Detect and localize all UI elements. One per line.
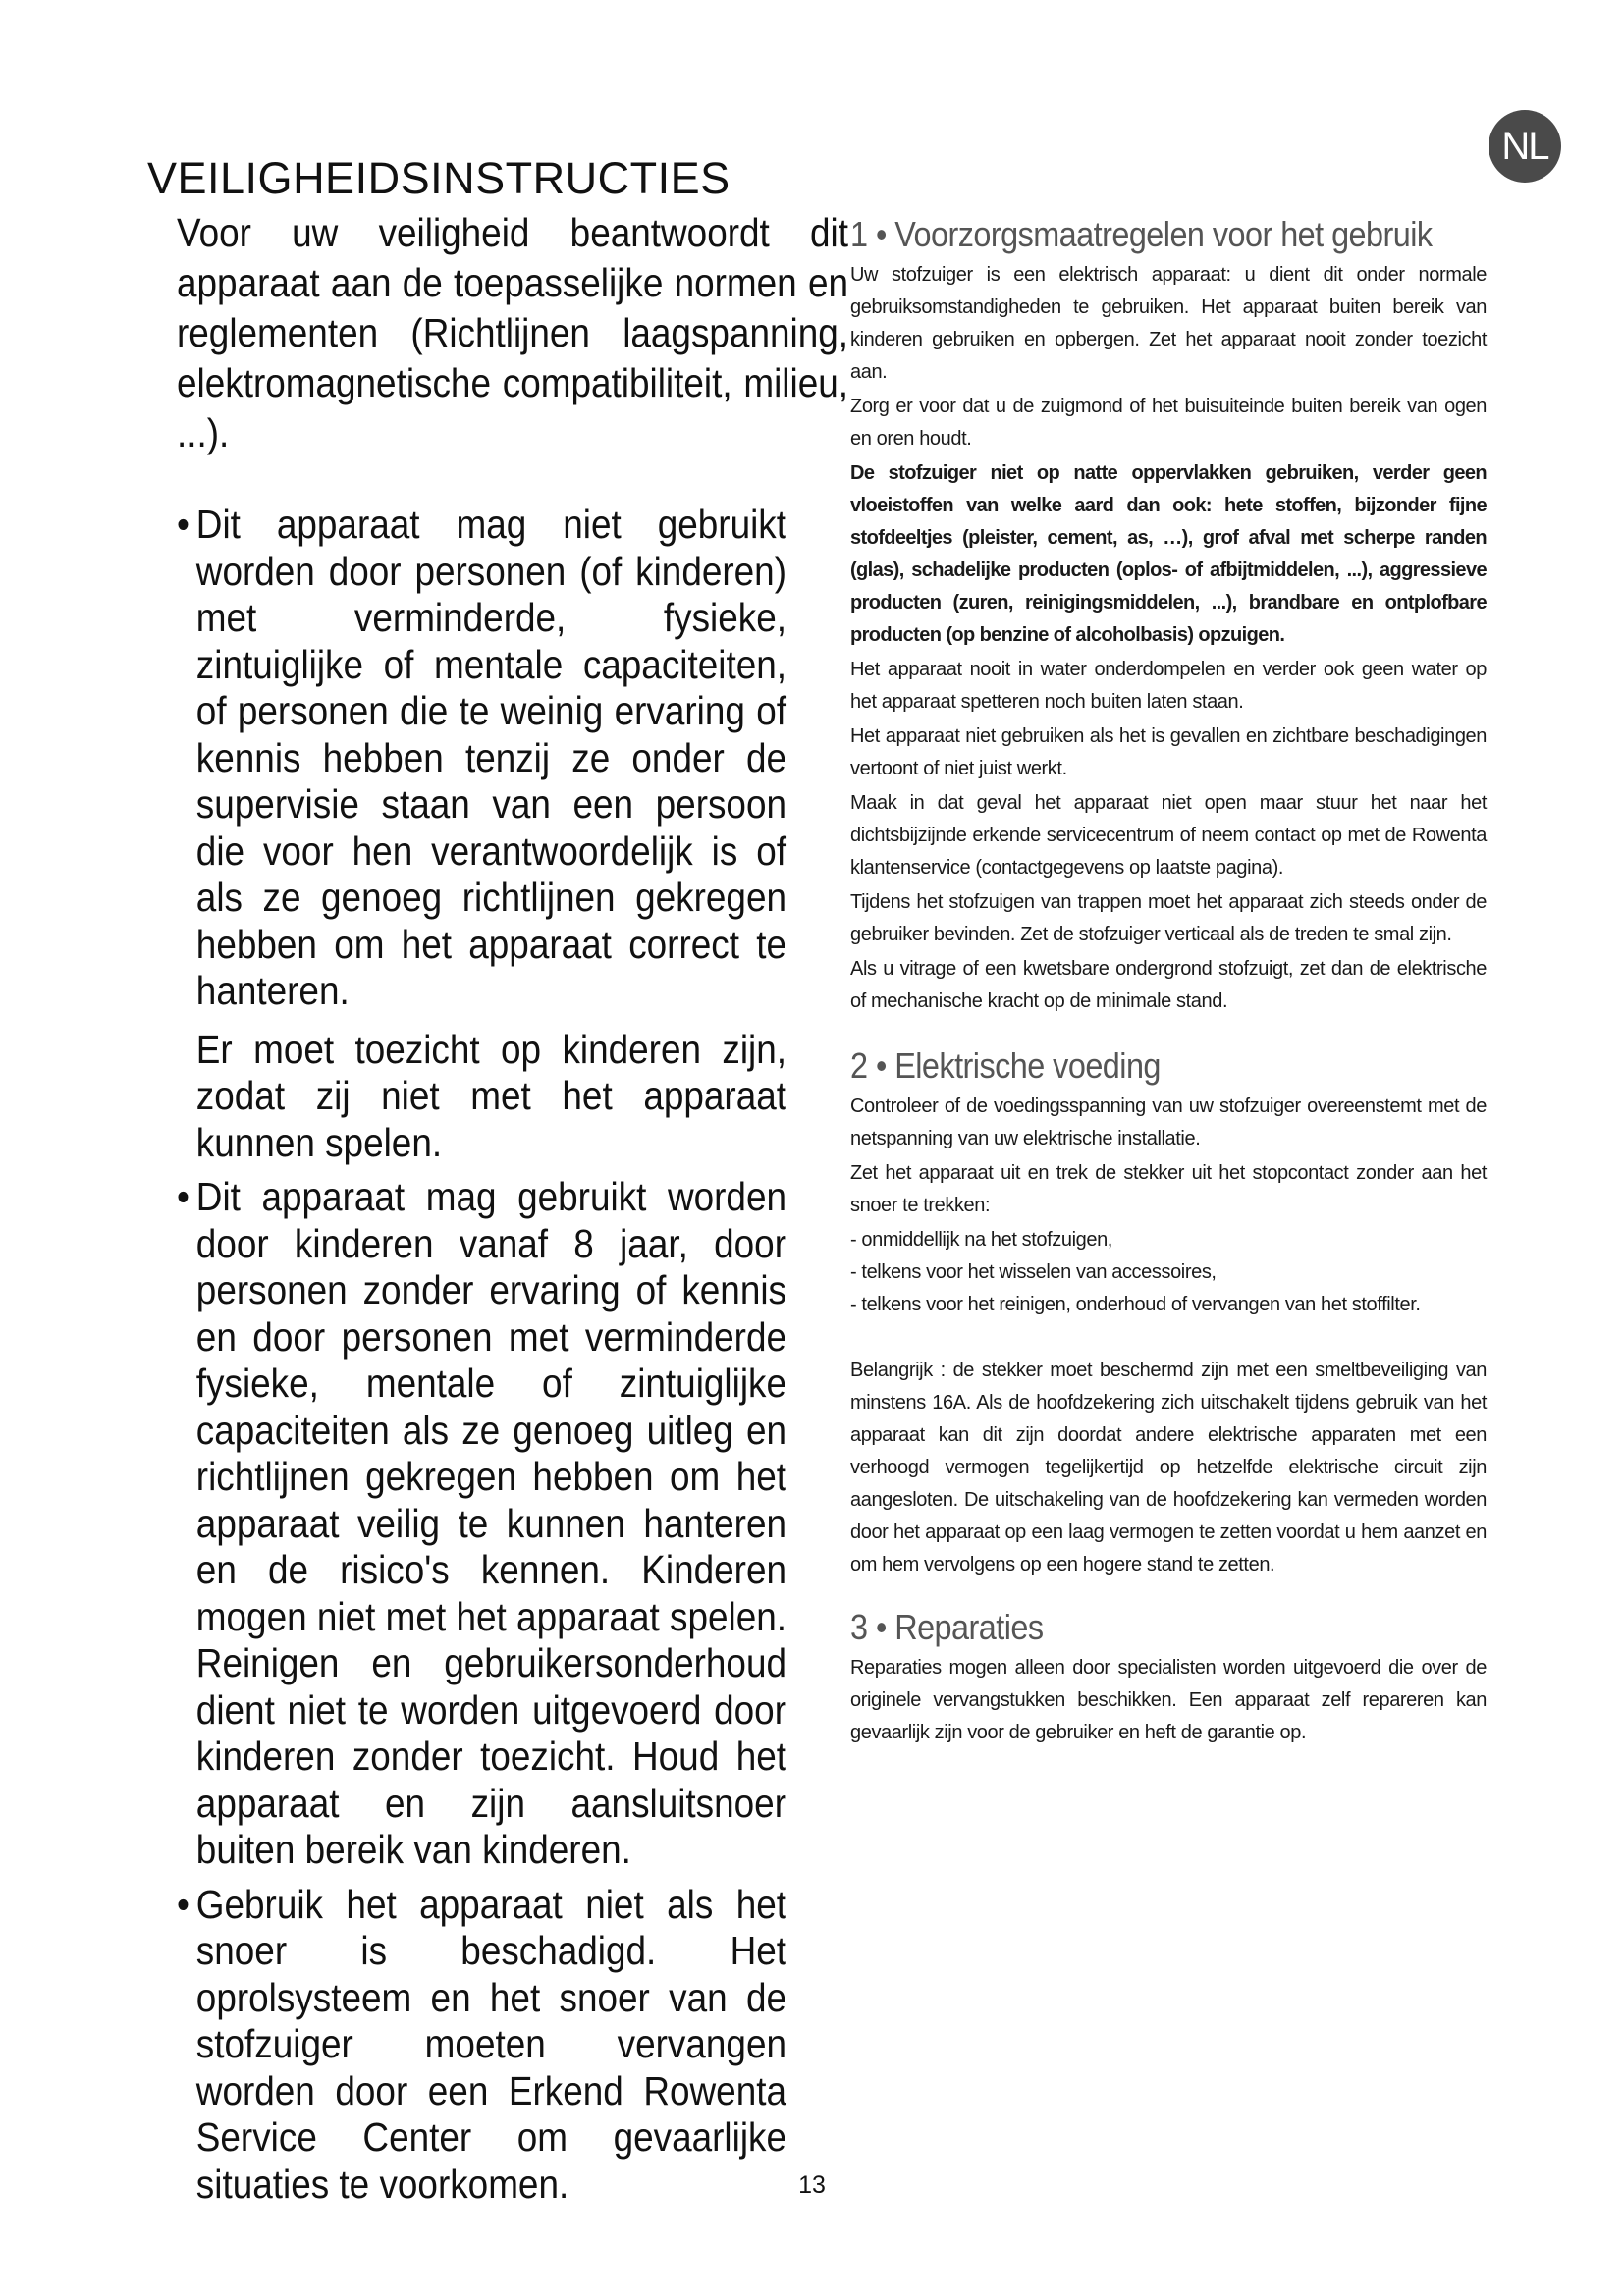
bullet-item — [177, 1174, 786, 1874]
paragraph: Het apparaat nooit in water onderdompelen en verder ook geen water op het apparaat spetteren noch buiten laten staan. — [850, 659, 1487, 713]
section-heading-power-supply: 2 • Elektrische voeding — [850, 1045, 1161, 1086]
paragraph: Het apparaat niet gebruiken als het is gevallen en zichtbare beschadigingen vertoont of niet juist werkt. — [850, 725, 1487, 779]
bullet-item — [177, 502, 786, 1015]
paragraph: Maak in dat geval het apparaat niet open maar stuur het naar het dichtsbijzijnde erkende servicecentrum of neem contact op met de Rowenta klantenservice (contactgegevens op laatste pagina). — [850, 792, 1487, 879]
bullet-text: Dit apparaat mag gebruikt worden door kinderen vanaf 8 jaar, door personen zonder ervaring of kennis en door personen met verminderde fysieke, mentale of zintuiglijke capaciteiten als ze genoeg uitleg en richtlijnen gekregen hebben om het apparaat veilig te kunnen hanteren en de risico's kennen. Kinderen mogen niet met het apparaat spelen. Reinigen en gebruikersonderhoud dient niet te worden uitgevoerd door kinderen zonder toezicht. Houd het apparaat en zijn aansluitsnoer buiten bereik van kinderen. — [195, 1174, 787, 1872]
page-number: 13 — [798, 2171, 826, 2199]
paragraph: Controleer of de voedingsspanning van uw stofzuiger overeenstemt met de netspanning van uw elektrische installatie. — [850, 1095, 1487, 1149]
bullet-subparagraph: Er moet toezicht op kinderen zijn, zodat zij niet met het apparaat kunnen spelen. — [195, 1026, 787, 1165]
list-item: - telkens voor het wisselen van accessoires, — [850, 1261, 1217, 1283]
bullet-marker: • — [177, 1174, 189, 1219]
bullet-marker: • — [177, 502, 189, 547]
page-title: VEILIGHEIDSINSTRUCTIES — [147, 153, 731, 203]
paragraph: Tijdens het stofzuigen van trappen moet het apparaat zich steeds onder de gebruiker bevinden. Zet de stofzuiger verticaal als de treden te smal zijn. — [850, 891, 1487, 945]
paragraph: Belangrijk : de stekker moet beschermd zijn met een smeltbeveiliging van minstens 16A. Als de hoofdzekering zich uitschakelt tijdens gebruik van het apparaat kan dit zijn doordat andere elektrische apparaten met een verhoogd vermogen tegelijkertijd op hetzelfde elektrische circuit zijn aangesloten. De uitschakeling van de hoofdzekering kan vermeden worden door het apparaat op een laag vermogen te zetten voordat u hem aanzet en om hem vervolgens op een hogere stand te zetten. — [850, 1360, 1487, 1575]
paragraph: Zet het apparaat uit en trek de stekker uit het stopcontact zonder aan het snoer te trekken: — [850, 1162, 1487, 1216]
paragraph: Uw stofzuiger is een elektrisch apparaat: u dient dit onder normale gebruiksomstandigheden te gebruiken. Het apparaat buiten bereik van kinderen gebruiken en opbergen. Zet het apparaat nooit zonder toezicht aan. — [850, 264, 1487, 383]
language-badge: NL — [1489, 110, 1561, 183]
paragraph: Zorg er voor dat u de zuigmond of het buisuiteinde buiten bereik van ogen en oren houdt. — [850, 396, 1487, 450]
section-heading-repairs: 3 • Reparaties — [850, 1607, 1044, 1647]
bullet-item — [177, 1882, 786, 2209]
list-item: - telkens voor het reinigen, onderhoud of vervangen van het stoffilter. — [850, 1294, 1421, 1315]
bullet-marker: • — [177, 1881, 189, 1927]
intro-paragraph: Voor uw veiligheid beantwoordt dit apparaat aan de toepasselijke normen en reglementen (Richtlijnen laagspanning, elektromagnetische compatibiliteit, milieu, ...). — [177, 210, 848, 455]
warning-paragraph: De stofzuiger niet op natte oppervlakken gebruiken, verder geen vloeistoffen van welke aard dan ook: hete stoffen, bijzonder fijne stofdeeltjes (pleister, cement, as, …), grof afval met scherpe randen (glas), schadelijke producten (oplos- of afbijtmiddelen, ...), aggressieve producten (zuren, reinigingsmiddelen, ...), brandbare en ontplofbare producten (op benzine of alcoholbasis) opzuigen. — [850, 462, 1487, 646]
right-column — [850, 210, 1487, 1751]
bullet-text: Dit apparaat mag niet gebruikt worden door personen (of kinderen) met verminderde, fysieke, zintuiglijke of mentale capaciteiten, of personen die te weinig ervaring of kennis hebben tenzij ze onder de supervisie staan van een persoon die voor hen verantwoordelijk is of als ze genoeg richtlijnen gekregen hebben om het apparaat correct te hanteren. — [195, 502, 787, 1013]
paragraph: Als u vitrage of een kwetsbare ondergrond stofzuigt, zet dan de elektrische of mechanische kracht op de minimale stand. — [850, 958, 1487, 1012]
section-heading-precautions: 1 • Voorzorgsmaatregelen voor het gebruik — [850, 214, 1433, 254]
paragraph: Reparaties mogen alleen door specialisten worden uitgevoerd die over de originele vervangstukken beschikken. Een apparaat zelf repareren kan gevaarlijk zijn voor de gebruiker en heft de garantie op. — [850, 1657, 1487, 1743]
bullet-text: Gebruik het apparaat niet als het snoer is beschadigd. Het oprolsysteem en het snoer van de stofzuiger moeten vervangen worden door een Erkend Rowenta Service Center om gevaarlijke situaties te voorkomen. — [195, 1881, 787, 2207]
list-item: - onmiddellijk na het stofzuigen, — [850, 1229, 1112, 1251]
